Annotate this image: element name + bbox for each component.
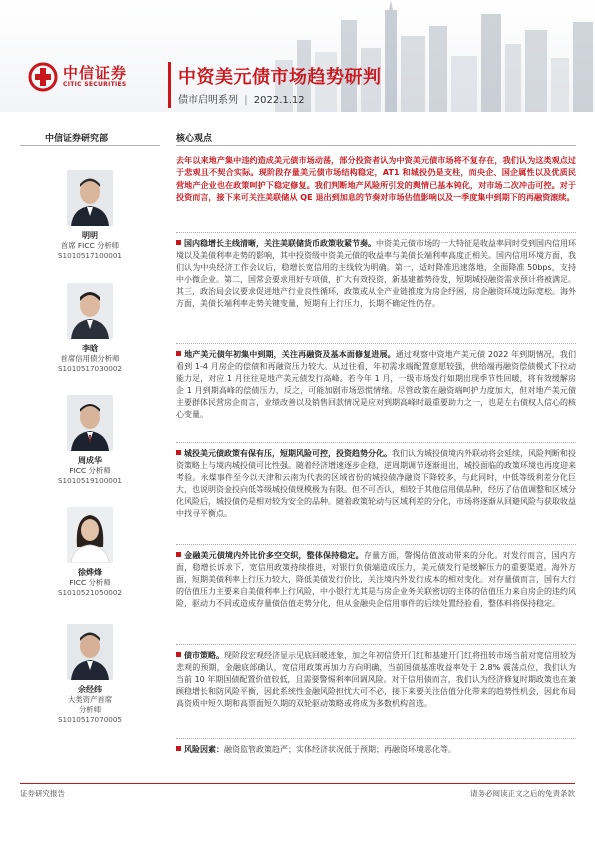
viewpoint-paragraph [176,650,576,710]
viewpoint-paragraph [176,550,576,610]
analyst-role: 大类资产首席 [67,695,113,704]
series-line [178,91,305,106]
avatar [67,283,113,339]
analyst-name: 周成华 [78,456,102,465]
analyst-name: 余经纬 [78,685,102,694]
paragraph-text: 通过观察中资地产美元债 2022 年到期情况，我们看到 1-4 月房企的偿债和再融资压力较大。从过往看，年初需求端配置意愿较强，供给端再融资偿债模式下拉动能力足，对应 1 月往往是地产美元债发行高峰。若今年 1 月，一级市场发行如期出现季节性回暖，将有效缓解房企 1 月到期高峰的偿债压力，反之，可能加剧市场恐慌情绪。尽管政策在融资端呵护力度加大，但对地产美元债主要群体民营房企而言，业绩改善以及销售回款情况是应对到期高峰时最重要助力之一，也是左右债权人信心的核心变量。 [176,350,576,420]
section-divider [176,442,576,443]
analyst-role-line2: 分析师 [78,705,102,714]
citic-securities-logo [28,62,127,92]
viewpoint-paragraph [176,349,576,422]
analyst-role: 首席信用债分析师 [60,354,120,363]
analyst-name: 明明 [82,231,98,240]
right-heading-rule [176,145,576,146]
person-photo-icon [67,624,113,680]
key-summary: 去年以来地产集中违约造成美元债市场动荡，部分投资者认为中资美元债市场将不复存在，我们认为这类观点过于悲观且不契合实际。现阶段存量美元债市场结构稳定，AT1 和城投仍是支柱，而央企、国企属性以及优质民营地产企业也在政策呵护下稳定修复。我们判断地产风险所引发的舆情已基本钝化，对市场二次冲击可控。对于投资而言，接下来可关注美联储从 QE 退出到加息的节奏对市场估值影响以及一季度集中到期下的再融资滚续。 [176,155,576,203]
paragraph-text: 中资美元债市场的一大特征是收益率同时受到国内信用环境以及美债利率走势的影响，其中投资级中资美元债的收益率与美债长端利率高度正相关。国内信用环境方面，我们认为中央经济工作会议后，稳增长宽信用的主线较为明确。第一，适时降准迅速落地，全面降准 50bps，支持中小微企业。第二，国常会要求用好专项债，扩大有效投资，新基建蓄势待发，短期城投融资需求预计将被满足。其三，政治局会议要求促进地产行业良性循环，政策或从全产业链推度为房企纾困，房企融资环境边际宽松。海外方面，美债长端利率走势关键变量，短期有上行压力，长期不确定性仍存。 [176,239,576,309]
report-date: 2022.1.12 [253,95,305,106]
analyst-name: 徐烨烽 [78,568,102,577]
viewpoint-paragraph [176,238,576,311]
series-name: 债市启明系列 [178,95,238,106]
analyst-role: 首席 FICC 分析师 [60,241,120,250]
avatar [67,170,113,226]
series-separator: | [244,95,248,106]
footer-report-type: 证券研究报告 [20,789,65,798]
section-divider [176,544,576,545]
citic-logo-icon [28,62,58,92]
section-divider [176,343,576,344]
red-square-bullet-icon [176,450,181,455]
paragraph-text: 存量方面，警惕估值波动带来的分化。对发行而言，国内方面，稳增长诉求下，宽信用政策持续推进，对银行负债端造成压力，美元债发行是缓解压力的重要渠道。海外方面，短期美债利率上行压力较大，降低美债发行价比，关注境内外发行成本的相对变化。对存量债而言，国有大行的估值压力主要来自美债利率上行风险，中小银行尤其是与房企业务关联密切的主体的估值压力来自房企的违约风险，驱动力不同或造成存量债估值走势分化，但从金融央企信用事件的后续处置经验看，整体料将保持稳定。 [176,551,577,609]
analyst-role: FICC 分析师 [69,578,111,587]
person-photo-icon [67,283,113,339]
analyst-card [20,283,160,374]
paragraph-lead: 风险因素： [184,745,224,754]
left-heading-rule [20,145,160,146]
analyst-id: S1010517100001 [57,251,122,260]
footer-disclaimer: 请务必阅读正文之后的免责条款 [470,789,575,798]
section-divider [176,738,576,739]
paragraph-lead: 金融美元债境内外比价多空交织，整体保持稳定。 [184,551,364,560]
red-square-bullet-icon [176,552,181,557]
paragraph-lead: 国内稳增长主线清晰，关注美联储货币政策收紧节奏。 [184,239,376,248]
paragraph-text: 我们认为城投债境内外联动将会延续，风险判断和投资策略上与境内城投债可比性强。随着经济增速逐步企稳，逆周期调节逐渐退出，城投面临的政策环境也再度迎来考验。永煤事件至今以天津和云南为代表的区域省份的城投债净融资下降较多，与此同时，中低等级利差分化巨大，也说明资金投向低等级城投债规模极为有限。但不可否认，相较于其他信用债品种，经历了估值调整和区域分化风险后，城投债仍是相对较为安全的品种。随着政策轮动与区域利差的分化，市场将逐渐从回避风险与获取收益中找寻平衡点。 [176,449,576,519]
red-square-bullet-icon [176,746,181,751]
person-photo-icon [67,170,113,226]
red-square-bullet-icon [176,240,181,245]
paragraph-text: 现阶段宏观经济显示见底回暖迹象，加之年初信贷开门红和基建开门红将扭转市场当前对宽信用较为悲观的预期，金融底部确认，宽信用政策再加力方向明确，当前国债基准收益率处于 2.8% 震荡点位，我们认为当前 10 年期国债配置价值较低，且需要警惕利率回调风险。对于信用债而言，我们认为经济修复时期政策也在兼顾稳增长和防风险平衡，因此系统性金融风险担忧大可不必，接下来要关注估值分化带来的趋势性机会，因此布局高资质中短久期和高票面短久期的双轮驱动策略或将成为多数机构首选。 [176,651,576,709]
analyst-card [20,395,160,486]
title-accent-bar [168,62,171,108]
analyst-id: S1010519100001 [57,476,122,485]
viewpoint-paragraph [176,448,576,521]
footer-rule [20,783,575,784]
red-square-bullet-icon [176,652,181,657]
section-divider [176,644,576,645]
analyst-card [20,170,160,261]
avatar [67,507,113,563]
analyst-role: FICC 分析师 [69,466,111,475]
analyst-name: 李晗 [82,344,98,353]
paragraph-lead: 地产美元债年初集中到期，关注再融资及基本面修复进展。 [184,350,396,359]
section-divider [176,232,576,233]
risk-factors-paragraph [176,744,576,756]
logo-text-en: CITIC SECURITIES [63,81,127,88]
paragraph-lead: 城投美元债政策有保有压，短期风险可控，投资趋势分化。 [184,449,392,458]
analyst-card [20,624,160,725]
analyst-card [20,507,160,598]
avatar [67,624,113,680]
left-column-heading: 中信证券研究部 [45,134,109,144]
paragraph-lead: 债市策略。 [184,651,224,660]
city-skyline-image [265,0,595,112]
analyst-id: S1010517070005 [57,715,122,724]
avatar [67,395,113,451]
report-title: 中资美元债市场趋势研判 [178,67,382,88]
right-column-heading: 核心观点 [176,134,213,144]
logo-text-cn: 中信证券 [63,64,128,82]
analyst-id: S1010517030002 [57,364,122,373]
red-square-bullet-icon [176,351,181,356]
header-banner [0,0,595,112]
paragraph-text: 融资监管政策趋严；实体经济状况低于预期；再融资环境恶化等。 [224,745,456,754]
person-photo-icon [67,507,113,563]
analyst-id: S1010521050002 [57,588,122,597]
person-photo-icon [67,395,113,451]
